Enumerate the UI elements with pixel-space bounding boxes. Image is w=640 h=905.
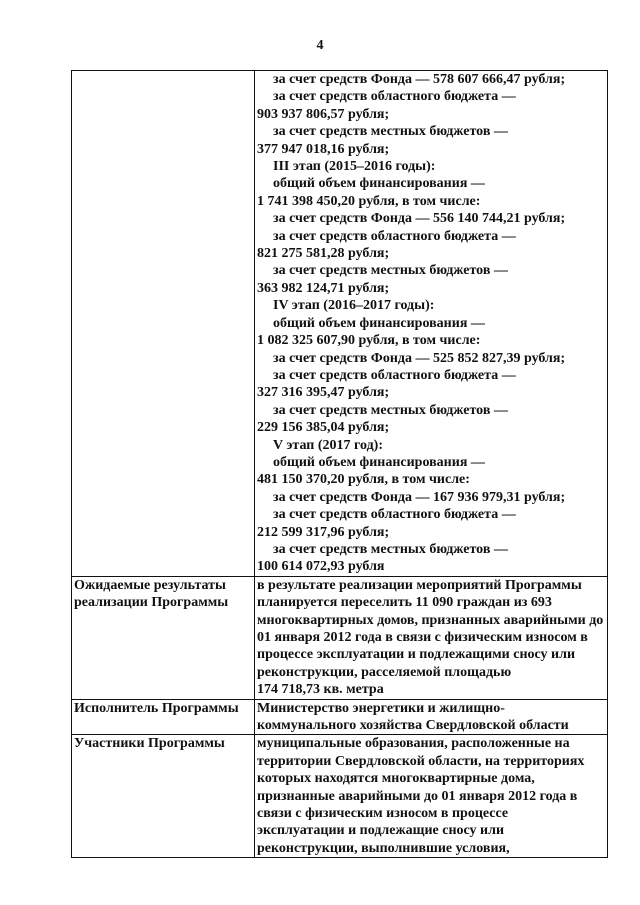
- table-row: [72, 699, 608, 735]
- content-line: Министерство энергетики и жилищно-: [257, 700, 505, 716]
- row-label-cell: [72, 576, 255, 699]
- content-line: общий объем финансирования —: [273, 454, 485, 470]
- content-line: за счет средств Фонда — 556 140 744,21 рубля;: [273, 211, 566, 227]
- content-line: 481 150 370,20 рубля, в том числе:: [257, 472, 470, 488]
- content-line: 821 275 581,28 рубля;: [257, 246, 390, 262]
- table-body: [72, 71, 608, 858]
- content-line: 903 937 806,57 рубля;: [257, 106, 390, 122]
- content-line: 212 599 317,96 рубля;: [257, 524, 390, 540]
- content-line: 363 982 124,71 рубля;: [257, 280, 390, 296]
- content-line: коммунального хозяйства Свердловской области: [257, 718, 569, 734]
- content-line: которых находятся многоквартирные дома,: [257, 771, 535, 787]
- row-content-cell: [255, 735, 608, 858]
- content-line: планируется переселить 11 090 граждан из 693: [257, 595, 552, 611]
- content-line: за счет средств областного бюджета —: [273, 507, 516, 523]
- content-line: эксплуатации и подлежащие сносу или: [257, 823, 505, 839]
- table-row: [72, 71, 608, 577]
- row-label-cell: [72, 71, 255, 577]
- table-row: [72, 576, 608, 699]
- content-line: за счет средств областного бюджета —: [273, 89, 516, 105]
- content-line: муниципальные образования, расположенные на: [257, 736, 570, 752]
- content-line: процессе эксплуатации и подлежащими сносу или: [257, 647, 576, 663]
- content-line: за счет средств областного бюджета —: [273, 367, 516, 383]
- row-content-cell: [255, 71, 608, 577]
- content-line: территории Свердловской области, на территориях: [257, 753, 585, 769]
- content-line: за счет средств областного бюджета —: [273, 228, 516, 244]
- content-line: за счет средств местных бюджетов —: [273, 124, 508, 140]
- program-passport-table: [71, 70, 608, 858]
- content-line: за счет средств Фонда — 578 607 666,47 рубля;: [273, 72, 566, 87]
- content-line: за счет средств Фонда — 167 936 979,31 рубля;: [273, 489, 566, 505]
- row-label-line: Ожидаемые результаты: [74, 577, 226, 593]
- content-line: за счет средств местных бюджетов —: [273, 263, 508, 279]
- content-line: 327 316 395,47 рубля;: [257, 385, 390, 401]
- content-line: 174 718,73 кв. метра: [257, 682, 384, 698]
- row-label-cell: [72, 699, 255, 735]
- content-line: III этап (2015–2016 годы):: [273, 159, 436, 175]
- table-row: [72, 735, 608, 858]
- row-label-cell: [72, 735, 255, 858]
- row-content-cell: [255, 699, 608, 735]
- content-line: 01 января 2012 года в связи с физическим износом в: [257, 630, 588, 645]
- content-line: признанные аварийными до 01 января 2012 года в: [257, 788, 578, 804]
- content-line: общий объем финансирования —: [273, 176, 485, 192]
- content-line: 377 947 018,16 рубля;: [257, 141, 390, 157]
- content-line: за счет средств местных бюджетов —: [273, 541, 508, 557]
- content-line: за счет средств местных бюджетов —: [273, 402, 508, 418]
- content-line: общий объем финансирования —: [273, 315, 485, 331]
- row-content-cell: [255, 576, 608, 699]
- content-line: 100 614 072,93 рубля: [257, 559, 385, 575]
- content-line: за счет средств Фонда — 525 852 827,39 рубля;: [273, 350, 566, 366]
- content-line: связи с физическим износом в процессе: [257, 806, 509, 822]
- content-line: реконструкции, выполнившие условия,: [257, 840, 510, 856]
- content-line: многоквартирных домов, признанных аварийными до: [257, 612, 604, 628]
- content-line: V этап (2017 год):: [273, 437, 384, 453]
- row-label-line: Исполнитель Программы: [74, 700, 239, 716]
- row-label-line: реализации Программы: [74, 595, 229, 611]
- content-line: 1 082 325 607,90 рубля, в том числе:: [257, 333, 481, 349]
- content-line: 1 741 398 450,20 рубля, в том числе:: [257, 193, 481, 209]
- content-line: в результате реализации мероприятий Программы: [257, 577, 582, 593]
- page-number: 4: [316, 38, 324, 53]
- content-line: IV этап (2016–2017 годы):: [273, 298, 435, 314]
- content-line: реконструкции, расселяемой площадью: [257, 664, 512, 680]
- content-line: 229 156 385,04 рубля;: [257, 420, 390, 436]
- row-label-line: Участники Программы: [74, 736, 225, 752]
